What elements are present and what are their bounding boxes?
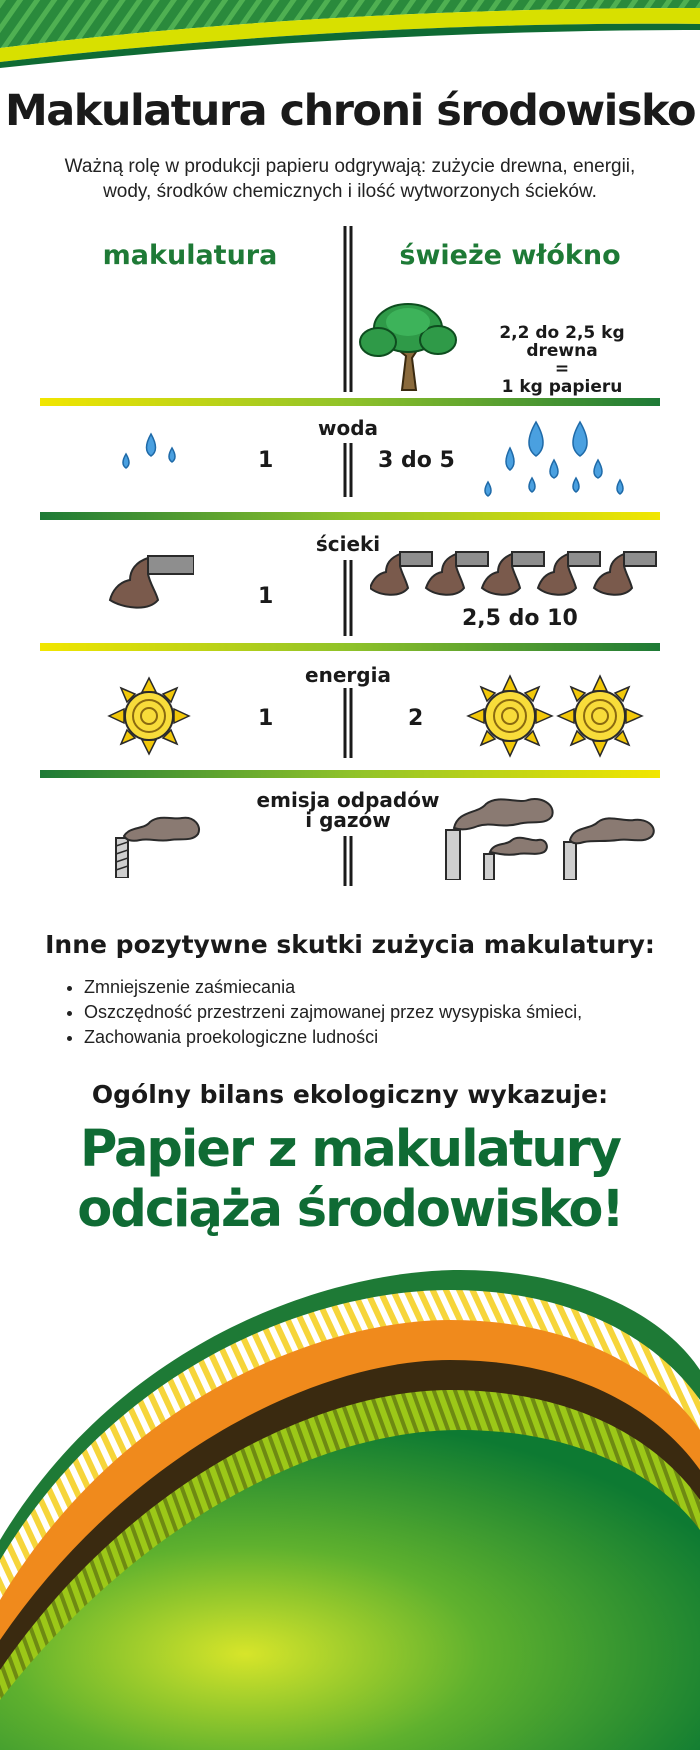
row-label-water: woda — [317, 416, 379, 440]
page-title: Makulatura chroni środowisko — [4, 86, 695, 136]
benefits-list — [66, 975, 582, 1050]
smokestacks-icon — [440, 794, 660, 880]
smokestack-icon — [110, 808, 202, 878]
emission-label-line1: emisja odpadów — [256, 788, 440, 812]
water-drops-icon-large — [480, 418, 630, 500]
sewage-pipes-icon — [370, 550, 660, 602]
intro-text: Ważną rolę w produkcji papieru odgrywają: zużycie drewna, energii, wody, środków chemicznych i ilość wytworzonych ścieków. — [64, 156, 636, 202]
summary-intro: Ogólny bilans ekologiczny wykazuje: — [91, 1080, 609, 1109]
paper-amount: 1 kg papieru — [501, 377, 623, 397]
summary-slogan — [0, 1120, 700, 1240]
benefits-heading: Inne pozytywne skutki zużycia makulatury: — [45, 930, 655, 959]
sun-icon — [106, 676, 192, 756]
energy-value-recycled: 1 — [258, 706, 274, 731]
sewage-value-recycled: 1 — [258, 584, 274, 609]
emission-label-line2: i gazów — [305, 808, 391, 832]
water-value-fresh: 3 do 5 — [378, 448, 455, 473]
list-item: • Oszczędność przestrzeni zajmowanej przez wysypiska śmieci, — [84, 1000, 582, 1025]
slogan-line2: odciąża środowisko! — [77, 1180, 623, 1239]
list-item: • Zachowania proekologiczne ludności — [84, 1025, 582, 1050]
energy-value-fresh: 2 — [408, 706, 424, 731]
row-label-emission — [238, 790, 458, 830]
list-item: • Zmniejszenie zaśmiecania — [84, 975, 582, 1000]
row-label-sewage: ścieki — [315, 532, 381, 556]
sun-icons-double — [466, 674, 646, 758]
sewage-value-fresh: 2,5 do 10 — [462, 606, 578, 631]
equals-sign: = — [554, 359, 570, 379]
slogan-line1: Papier z makulatury — [79, 1120, 621, 1179]
water-value-recycled: 1 — [258, 448, 274, 473]
water-drops-icon-small — [116, 430, 186, 472]
wood-equation — [462, 324, 662, 396]
column-header-recycled: makulatura — [102, 240, 278, 271]
wood-amount: 2,2 do 2,5 kg drewna — [499, 323, 625, 361]
sewage-pipe-icon — [108, 552, 194, 614]
column-header-fresh-fiber: świeże włókno — [399, 240, 621, 271]
row-label-energy: energia — [305, 663, 391, 687]
tree-icon — [356, 298, 460, 392]
